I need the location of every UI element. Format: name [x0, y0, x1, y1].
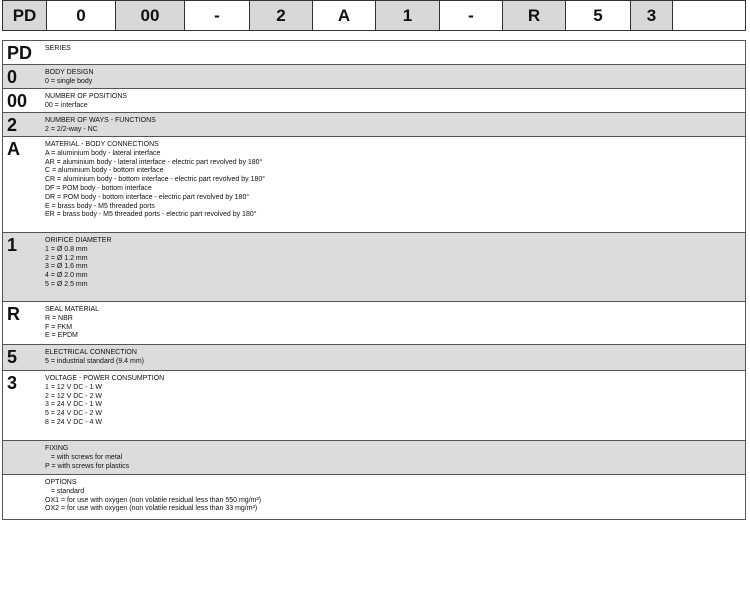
- legend-option: 3 = 24 V DC - 1 W: [45, 401, 102, 409]
- legend-option: DF = POM body - bottom interface: [45, 184, 152, 192]
- code-cell-positions: 00: [116, 1, 185, 30]
- legend-option: 2 = Ø 1.2 mm: [45, 254, 88, 262]
- legend-description: [43, 345, 745, 370]
- legend-option: 4 = Ø 2.0 mm: [45, 272, 88, 280]
- legend-code: 00: [7, 91, 28, 111]
- legend-option: 8 = 24 V DC - 4 W: [45, 418, 102, 426]
- legend-row-body-design: [3, 65, 745, 89]
- legend-code: R: [7, 304, 20, 324]
- legend-option: 5 = industrial standard (9.4 mm): [45, 357, 145, 365]
- legend-row-voltage: [3, 371, 745, 441]
- code-cell-options: [673, 1, 707, 30]
- legend-option: 2 = 2/2-way - NC: [45, 125, 98, 133]
- legend-description: [43, 302, 745, 344]
- legend-code: PD: [7, 43, 33, 63]
- code-cell-separator: -: [185, 1, 250, 30]
- legend-row-options: [3, 475, 745, 519]
- legend-option: R = NBR: [45, 314, 73, 322]
- legend-title: MATERIAL - BODY CONNECTIONS: [45, 141, 159, 148]
- legend-option: 1 = 12 V DC - 1 W: [45, 383, 102, 391]
- legend-description: [43, 89, 745, 112]
- legend-option: OX2 = for use with oxygen (non volatile residual less than 33 mg/m²): [45, 505, 258, 513]
- legend-title: ORIFICE DIAMETER: [45, 237, 112, 244]
- legend-option: F = FKM: [45, 323, 73, 331]
- legend-option: 3 = Ø 1.6 mm: [45, 263, 88, 271]
- legend-code: A: [7, 139, 20, 159]
- legend-title: SERIES: [45, 45, 71, 52]
- legend-option: = standard: [45, 487, 85, 495]
- code-cell-orifice: 1: [376, 1, 440, 30]
- legend-code: 3: [7, 373, 18, 393]
- legend-row-ways: [3, 113, 745, 137]
- legend-option: E = EPDM: [45, 332, 78, 340]
- code-cell-voltage: 3: [631, 1, 673, 30]
- legend-description: [43, 65, 745, 88]
- legend-code: 1: [7, 235, 18, 255]
- legend-description: [43, 113, 745, 136]
- code-cell-separator: -: [440, 1, 503, 30]
- legend-option: ER = brass body - M5 threaded ports - electric part revolved by 180°: [45, 211, 257, 219]
- code-cell-seal: R: [503, 1, 566, 30]
- legend-option: 5 = 24 V DC - 2 W: [45, 410, 102, 418]
- legend-title: VOLTAGE - POWER CONSUMPTION: [45, 375, 165, 382]
- order-code-legend: [2, 40, 746, 520]
- code-cell-body: 0: [47, 1, 116, 30]
- legend-code: [3, 441, 43, 474]
- legend-title: FIXING: [45, 445, 69, 452]
- code-cell-series: PD: [3, 1, 47, 30]
- legend-row-fixing: [3, 441, 745, 475]
- legend-row-seal: [3, 302, 745, 345]
- order-code-strip: [2, 0, 746, 31]
- legend-row-positions: [3, 89, 745, 113]
- legend-option: 00 = interface: [45, 101, 88, 109]
- legend-option: C = aluminium body - bottom interface: [45, 167, 164, 175]
- legend-description: [43, 137, 745, 232]
- legend-option: 0 = single body: [45, 77, 93, 85]
- legend-title: BODY DESIGN: [45, 69, 94, 76]
- legend-description: [43, 475, 745, 519]
- legend-row-series: [3, 41, 745, 65]
- legend-code: 0: [7, 67, 18, 87]
- legend-row-orifice: [3, 233, 745, 302]
- legend-title: NUMBER OF POSITIONS: [45, 93, 128, 100]
- code-cell-ways: 2: [250, 1, 313, 30]
- legend-description: [43, 441, 745, 474]
- legend-option: OX1 = for use with oxygen (non volatile residual less than 550 mg/m²): [45, 496, 262, 504]
- legend-code: [3, 475, 43, 519]
- legend-option: = with screws for metal: [45, 453, 123, 461]
- legend-option: A = aluminium body - lateral interface: [45, 149, 161, 157]
- legend-option: 1 = Ø 0.8 mm: [45, 245, 88, 253]
- legend-row-electrical: [3, 345, 745, 371]
- legend-title: NUMBER OF WAYS - FUNCTIONS: [45, 117, 156, 124]
- code-cell-material: A: [313, 1, 376, 30]
- legend-code: 5: [7, 347, 18, 367]
- legend-code: 2: [7, 115, 18, 135]
- legend-option: P = with screws for plastics: [45, 462, 130, 470]
- legend-description: [43, 371, 745, 440]
- legend-title: ELECTRICAL CONNECTION: [45, 349, 137, 356]
- legend-row-material: [3, 137, 745, 233]
- legend-option: 2 = 12 V DC - 2 W: [45, 392, 102, 400]
- legend-title: SEAL MATERIAL: [45, 306, 100, 313]
- legend-option: 5 = Ø 2.5 mm: [45, 280, 88, 288]
- legend-option: E = brass body - M5 threaded ports: [45, 202, 155, 210]
- legend-description: [43, 233, 745, 301]
- code-cell-electrical: 5: [566, 1, 631, 30]
- legend-title: OPTIONS: [45, 479, 77, 486]
- legend-option: AR = aluminium body - lateral interface - electric part revolved by 180°: [45, 158, 263, 166]
- legend-description: [43, 41, 745, 64]
- legend-option: DR = POM body - bottom interface - electric part revolved by 180°: [45, 193, 250, 201]
- legend-option: CR = aluminium body - bottom interface - electric part revolved by 180°: [45, 176, 266, 184]
